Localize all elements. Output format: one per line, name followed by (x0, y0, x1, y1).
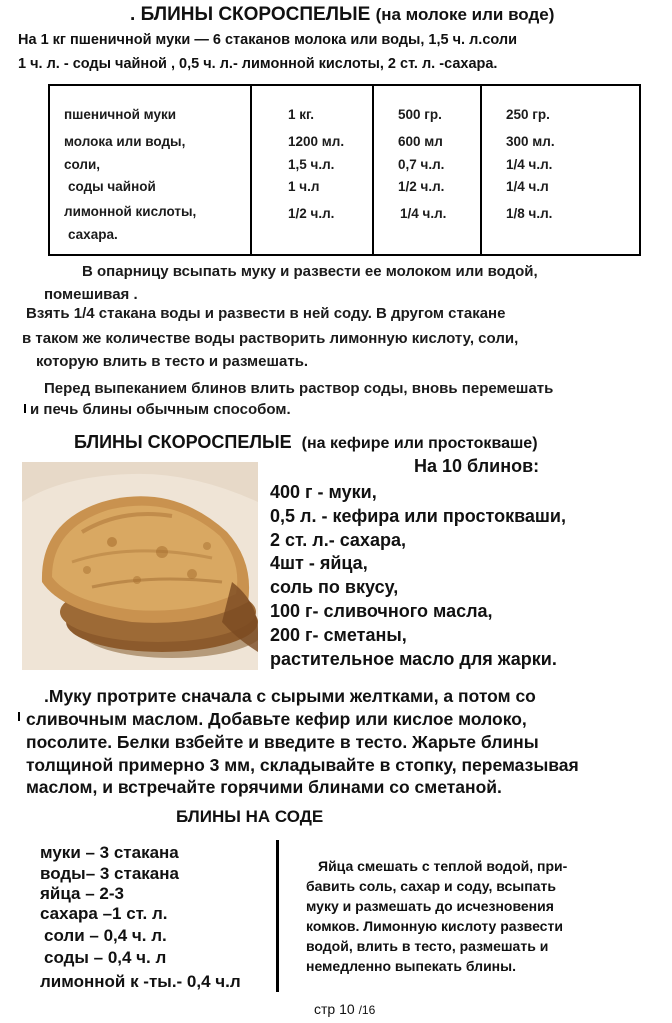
section3-ingredient: сахара –1 ст. л. (40, 904, 168, 923)
table-cell: 1/4 ч.л (506, 179, 549, 194)
servings: На 10 блинов: (414, 456, 540, 476)
table-cell: 300 мл. (506, 134, 555, 149)
table-cell: 1/2 ч.л. (288, 206, 335, 221)
intro-line-2: 1 ч. л. - соды чайной , 0,5 ч. л.- лимонной кислоты, 2 ст. л. -сахара. (18, 56, 498, 72)
table-cell: 1 кг. (288, 107, 315, 122)
section2-ingredient: 400 г - муки, (270, 482, 377, 502)
section3-method-line: комков. Лимонную кислоту развести (306, 918, 563, 934)
table-row-name: лимонной кислоты, (64, 204, 197, 219)
section2-title: БЛИНЫ СКОРОСПЕЛЫЕ (74, 432, 292, 452)
para1-line-2: помешивая . (44, 286, 138, 303)
section2-method-line: маслом, и встречайте горячими блинами со сметаной. (26, 777, 502, 797)
section2-ingredient: растительное масло для жарки. (270, 649, 557, 669)
table-cell: 1 ч.л (288, 179, 320, 194)
table-cell: 1/8 ч.л. (506, 206, 553, 221)
section2-method-line: толщиной примерно 3 мм, складывайте в стопку, перемазывая (26, 755, 579, 775)
section3-ingredient: муки – 3 стакана (40, 843, 179, 862)
table-cell: 500 гр. (398, 107, 442, 122)
table-row-name: соли, (64, 157, 101, 172)
table-row-name: соды чайной (68, 179, 156, 194)
section3-method-line: водой, влить в тесто, размешать и (306, 938, 549, 954)
margin-mark (24, 404, 26, 413)
section1-title-line: . БЛИНЫ СКОРОСПЕЛЫЕ (на молоке или воде) (130, 4, 555, 25)
section2-method-line: посолите. Белки взбейте и введите в тесто. Жарьте блины (26, 732, 539, 752)
para2-line-2: в таком же количестве воды растворить лимонную кислоту, соли, (22, 330, 519, 347)
margin-mark (18, 712, 20, 721)
section3-ingredient: яйца – 2-3 (40, 884, 124, 903)
section2-ingredient: 4шт - яйца, (270, 553, 368, 573)
table-divider (372, 86, 374, 254)
section2-ingredient: соль по вкусу, (270, 577, 399, 597)
section3-method-line: муку и размешать до исчезновения (306, 898, 554, 914)
section2-subtitle: (на кефире или простокваше) (301, 435, 538, 452)
table-cell: 0,7 ч.л. (398, 157, 445, 172)
table-cell: 600 мл (398, 134, 443, 149)
section3-method-line: бавить соль, сахар и соду, всыпать (306, 878, 556, 894)
table-cell: 1/4 ч.л. (400, 206, 447, 221)
intro-line-1: На 1 кг пшеничной муки — 6 стаканов молока или воды, 1,5 ч. л.соли (18, 32, 518, 48)
section2-title-line (74, 432, 538, 453)
section3-title: БЛИНЫ НА СОДЕ (176, 807, 324, 826)
table-cell: 250 гр. (506, 107, 550, 122)
table-cell: 1200 мл. (288, 134, 345, 149)
section3-ingredient: соды – 0,4 ч. л (44, 948, 167, 967)
table-cell: 1,5 ч.л. (288, 157, 335, 172)
section3-ingredient: лимонной к -ты.- 0,4 ч.л (40, 972, 241, 991)
para2-line-1: Взять 1/4 стакана воды и развести в ней соду. В другом стакане (26, 305, 506, 322)
para2-line-3: которую влить в тесто и размешать. (36, 353, 309, 370)
page-footer (314, 1001, 375, 1017)
para3-line-1: Перед выпеканием блинов влить раствор соды, вновь перемешать (44, 380, 554, 397)
section2-ingredient: 2 ст. л.- сахара, (270, 530, 406, 550)
section2-ingredient: 0,5 л. - кефира или простокваши, (270, 506, 566, 526)
section3-ingredient: воды– 3 стакана (40, 864, 179, 883)
table-cell: 1/2 ч.л. (398, 179, 445, 194)
proportions-table (48, 84, 641, 256)
table-row-name: молока или воды, (64, 134, 186, 149)
section1-subtitle: (на молоке или воде) (375, 5, 555, 24)
page-total: /16 (358, 1003, 376, 1017)
table-row-name: сахара. (68, 227, 118, 242)
section3-ingredient: соли – 0,4 ч. л. (44, 926, 167, 945)
section2-method-line: .Муку протрите сначала с сырыми желтками, а потом со (44, 686, 536, 706)
column-divider (276, 840, 279, 992)
page-number: стр 10 (314, 1001, 355, 1017)
pancake-photo (22, 462, 258, 670)
para1-line-1: В опарницу всыпать муку и развести ее молоком или водой, (82, 263, 538, 280)
table-cell: 1/4 ч.л. (506, 157, 553, 172)
section3-method-line: Яйца смешать с теплой водой, при- (318, 858, 568, 874)
section1-title: БЛИНЫ СКОРОСПЕЛЫЕ (140, 4, 371, 25)
section2-method-line: сливочным маслом. Добавьте кефир или кислое молоко, (26, 709, 527, 729)
section3-method-line: немедленно выпекать блины. (306, 958, 516, 974)
section2-ingredient: 200 г- сметаны, (270, 625, 407, 645)
section2-ingredient: 100 г- сливочного масла, (270, 601, 493, 621)
table-divider (480, 86, 482, 254)
table-divider (250, 86, 252, 254)
para3-line-2: и печь блины обычным способом. (30, 401, 291, 418)
table-row-name: пшеничной муки (64, 107, 177, 122)
